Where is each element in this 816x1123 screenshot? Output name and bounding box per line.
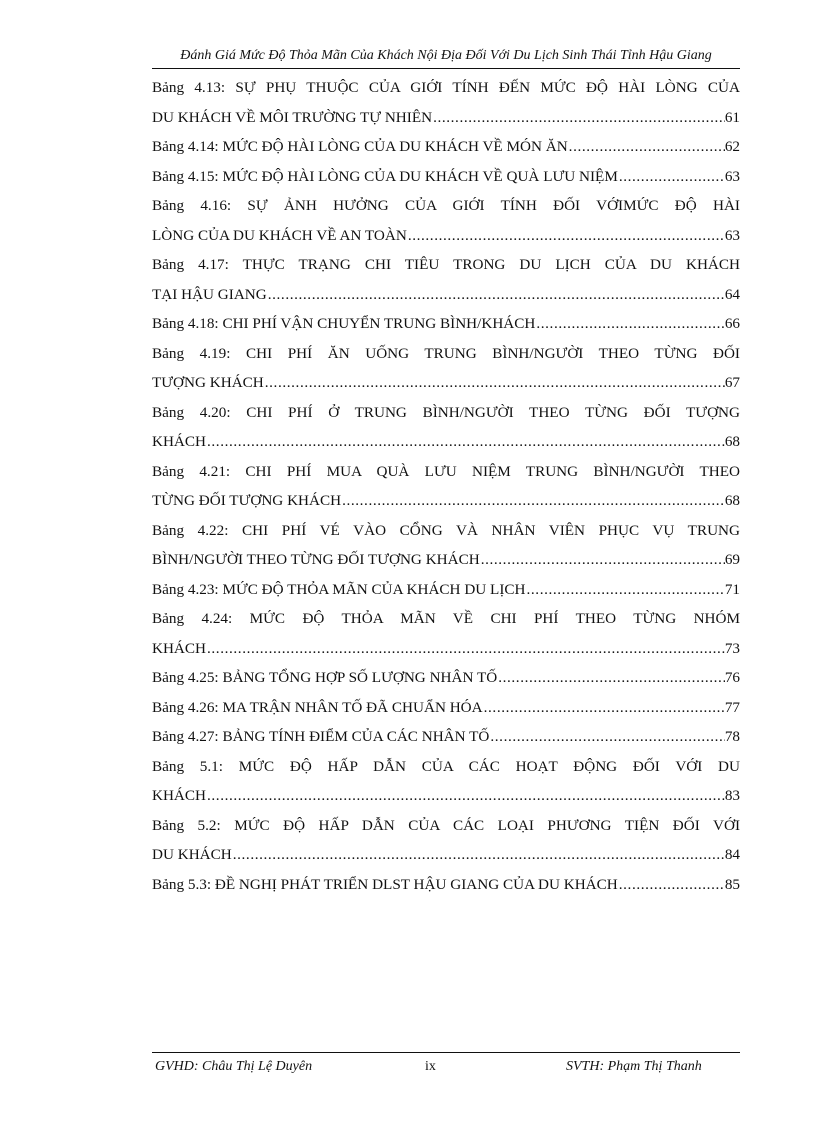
dot-leader: [535, 309, 724, 339]
toc-entry-page: 84: [724, 846, 740, 863]
toc-entry[interactable]: [152, 398, 740, 457]
toc-entry[interactable]: [152, 870, 740, 900]
toc-entry-title: Bảng 4.14: MỨC ĐỘ HÀI LÒNG CỦA DU KHÁCH VỀ MÓN ĂN: [152, 138, 568, 155]
toc-entry-page: 85: [724, 875, 740, 893]
dot-leader: [407, 221, 725, 251]
page-number: ix: [425, 1059, 436, 1074]
toc-entry-title-line2: KHÁCH: [152, 433, 207, 450]
toc-entry-page: 78: [724, 728, 740, 745]
toc-entry-title-line2: TẠI HẬU GIANG: [152, 285, 267, 303]
dot-leader: [483, 693, 725, 723]
toc-entry-page: 64: [724, 285, 740, 303]
toc-entry-title-line1: Bảng 4.17: THỰC TRẠNG CHI TIÊU TRONG DU LỊCH CỦA DU KHÁCH: [152, 256, 740, 273]
advisor-name: GVHD: Châu Thị Lệ Duyên: [155, 1059, 313, 1074]
toc-entry-page: 63: [724, 167, 740, 185]
dot-leader: [618, 870, 725, 900]
dot-leader: [497, 663, 725, 693]
toc-entry-title-line2: TỪNG ĐỐI TƯỢNG KHÁCH: [152, 492, 342, 509]
dot-leader: [267, 280, 725, 310]
header-divider: [152, 68, 740, 69]
toc-entry-title: Bảng 5.3: ĐỀ NGHỊ PHÁT TRIỂN DLST HẬU GIANG CỦA DU KHÁCH: [152, 875, 618, 893]
toc-entry-title-line1: Bảng 4.21: CHI PHÍ MUA QUÀ LƯU NIỆM TRUNG BÌNH/NGƯỜI THEO: [152, 462, 740, 480]
toc-entry-title-line1: Bảng 4.22: CHI PHÍ VÉ VÀO CỔNG VÀ NHÂN VIÊN PHỤC VỤ TRUNG: [152, 521, 740, 539]
toc-entry[interactable]: [152, 309, 740, 339]
toc-entry-title-line2: DU KHÁCH VỀ MÔI TRƯỜNG TỰ NHIÊN: [152, 108, 433, 126]
toc-entry-page: 66: [724, 315, 740, 332]
table-of-tables: [152, 73, 740, 899]
toc-entry[interactable]: [152, 752, 740, 811]
toc-entry[interactable]: [152, 604, 740, 663]
toc-entry-title-line2: DU KHÁCH: [152, 846, 232, 863]
toc-entry[interactable]: [152, 162, 740, 192]
dot-leader: [526, 575, 725, 605]
toc-entry-page: 76: [724, 669, 740, 686]
toc-entry-title-line2: KHÁCH: [152, 787, 207, 804]
dot-leader: [206, 781, 725, 811]
toc-entry-page: 63: [724, 226, 740, 244]
dot-leader: [206, 427, 725, 457]
toc-entry-title-line2: KHÁCH: [152, 639, 207, 657]
toc-entry[interactable]: [152, 250, 740, 309]
toc-entry-page: 71: [724, 580, 740, 598]
toc-entry-title-line2: TƯỢNG KHÁCH: [152, 374, 264, 391]
toc-entry[interactable]: [152, 693, 740, 723]
toc-entry[interactable]: [152, 191, 740, 250]
toc-entry[interactable]: [152, 663, 740, 693]
toc-entry-page: 61: [724, 108, 740, 126]
dot-leader: [489, 722, 724, 752]
toc-entry[interactable]: [152, 575, 740, 605]
dot-leader: [568, 132, 725, 162]
dot-leader: [232, 840, 725, 870]
toc-entry[interactable]: [152, 339, 740, 398]
toc-entry-title-line2: BÌNH/NGƯỜI THEO TỪNG ĐỐI TƯỢNG KHÁCH: [152, 551, 480, 568]
dot-leader: [264, 368, 725, 398]
toc-entry[interactable]: [152, 722, 740, 752]
toc-entry-page: 67: [724, 374, 740, 391]
toc-entry-title-line1: Bảng 4.16: SỰ ẢNH HƯỞNG CỦA GIỚI TÍNH ĐỐI VỚIMỨC ĐỘ HÀI: [152, 197, 740, 214]
dot-leader: [618, 162, 725, 192]
dot-leader: [206, 634, 725, 664]
toc-entry[interactable]: [152, 457, 740, 516]
footer-divider: [152, 1052, 740, 1053]
toc-entry-title-line1: Bảng 4.24: MỨC ĐỘ THỎA MÃN VỀ CHI PHÍ THEO TỪNG NHÓM: [152, 610, 740, 627]
toc-entry-page: 68: [724, 433, 740, 450]
toc-entry-page: 83: [724, 787, 740, 804]
toc-entry[interactable]: [152, 73, 740, 132]
toc-entry-title-line1: Bảng 4.13: SỰ PHỤ THUỘC CỦA GIỚI TÍNH ĐẾN MỨC ĐỘ HÀI LÒNG CỦA: [152, 79, 740, 96]
toc-entry-title-line1: Bảng 5.2: MỨC ĐỘ HẤP DẪN CỦA CÁC LOẠI PHƯƠNG TIỆN ĐỐI VỚI: [152, 816, 740, 834]
toc-entry-page: 73: [724, 639, 740, 657]
toc-entry-title-line1: Bảng 4.20: CHI PHÍ Ở TRUNG BÌNH/NGƯỜI THEO TỪNG ĐỐI TƯỢNG: [152, 403, 740, 421]
toc-entry-title: Bảng 4.26: MA TRẬN NHÂN TỐ ĐÃ CHUẨN HÓA: [152, 698, 483, 716]
dot-leader: [341, 486, 725, 516]
running-header: Đánh Giá Mức Độ Thỏa Mãn Của Khách Nội Địa Đối Với Du Lịch Sinh Thái Tỉnh Hậu Giang: [180, 48, 712, 63]
toc-entry-title: Bảng 4.23: MỨC ĐỘ THỎA MÃN CỦA KHÁCH DU LỊCH: [152, 580, 526, 598]
toc-entry-title: Bảng 4.25: BẢNG TỔNG HỢP SỐ LƯỢNG NHÂN TỐ: [152, 669, 498, 686]
toc-entry-title-line1: Bảng 5.1: MỨC ĐỘ HẤP DẪN CỦA CÁC HOẠT ĐỘNG ĐỐI VỚI DU: [152, 757, 740, 775]
toc-entry-title-line2: LÒNG CỦA DU KHÁCH VỀ AN TOÀN: [152, 226, 407, 244]
toc-entry-page: 77: [724, 698, 740, 716]
toc-entry-title-line1: Bảng 4.19: CHI PHÍ ĂN UỐNG TRUNG BÌNH/NGƯỜI THEO TỪNG ĐỐI: [152, 344, 740, 362]
toc-entry-page: 69: [724, 551, 740, 568]
dot-leader: [480, 545, 725, 575]
toc-entry-title: Bảng 4.15: MỨC ĐỘ HÀI LÒNG CỦA DU KHÁCH VỀ QUÀ LƯU NIỆM: [152, 167, 618, 185]
toc-entry-page: 68: [724, 492, 740, 509]
toc-entry[interactable]: [152, 132, 740, 162]
toc-entry-page: 62: [724, 138, 740, 155]
toc-entry[interactable]: [152, 516, 740, 575]
toc-entry-title: Bảng 4.18: CHI PHÍ VẬN CHUYỂN TRUNG BÌNH/KHÁCH: [152, 315, 536, 332]
student-name: SVTH: Phạm Thị Thanh: [566, 1059, 702, 1074]
toc-entry-title: Bảng 4.27: BẢNG TÍNH ĐIỂM CỦA CÁC NHÂN TỐ: [152, 728, 490, 745]
toc-entry[interactable]: [152, 811, 740, 870]
dot-leader: [432, 103, 725, 133]
